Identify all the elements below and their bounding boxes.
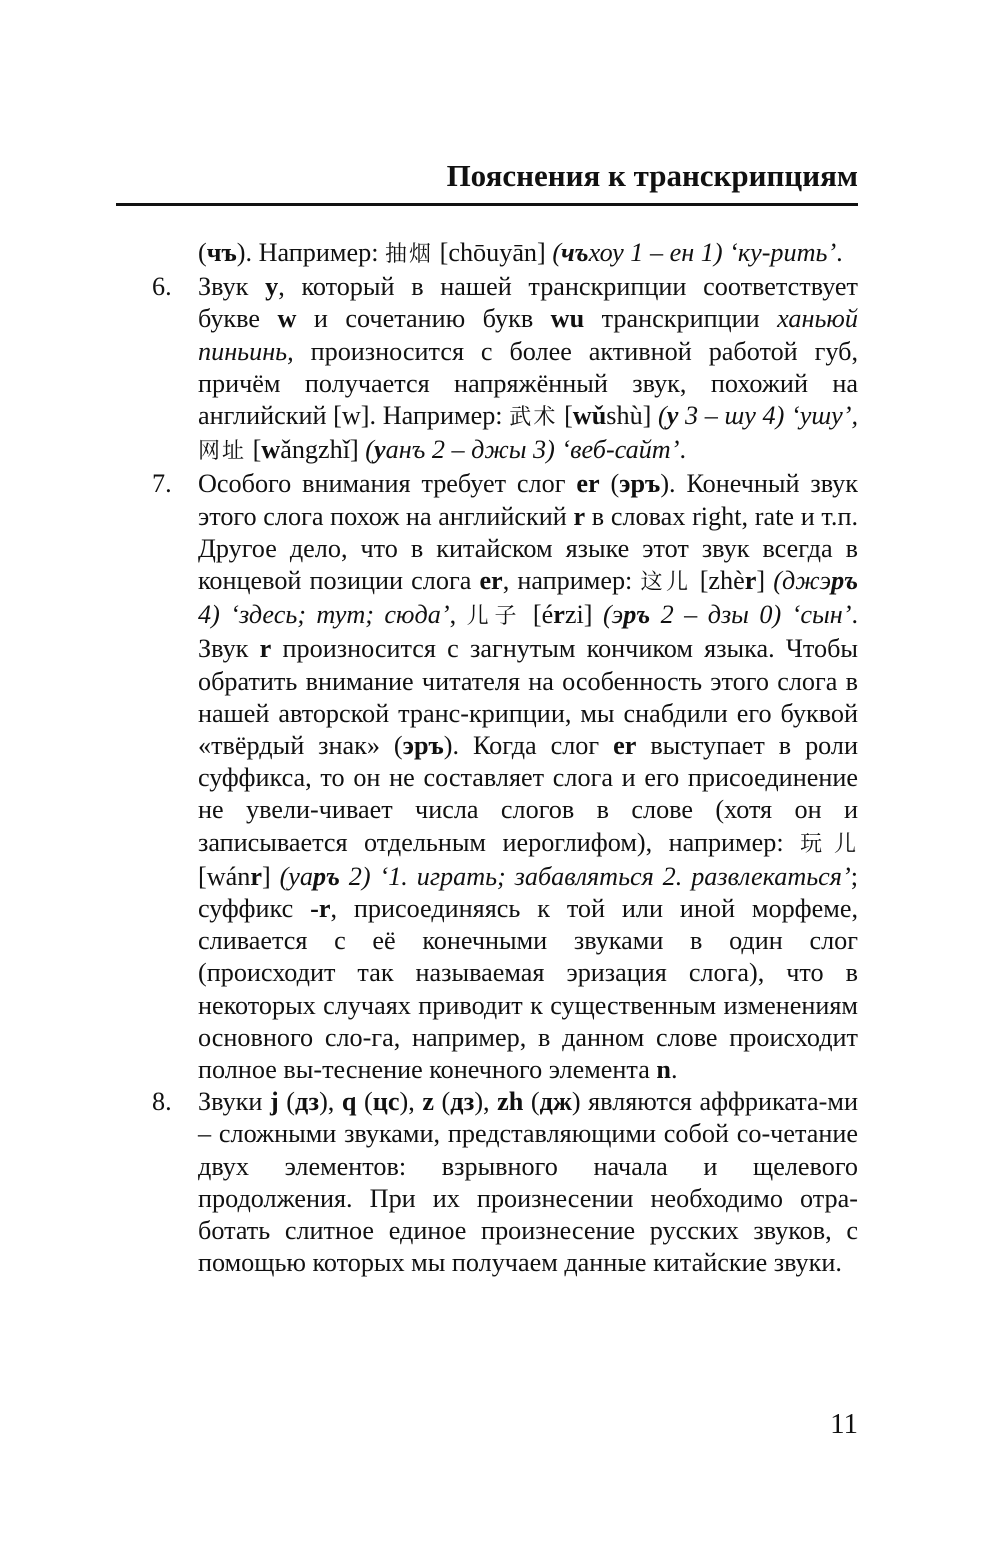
running-header: Пояснения к транскрипциям bbox=[446, 158, 858, 193]
list-item-8: 8. Звуки j (дз), q (цс), z (дз), zh (дж) являются аффриката-ми – сложными звуками, представляющими собой со-четание двух элементов: взрывного начала и щелевого продолжения. При их произнесении необходимо отра-ботать слитное единое произнесение русских звуков, с помощью которых мы получаем данные китайские звуки. bbox=[152, 1087, 858, 1278]
continuation-paragraph bbox=[152, 237, 858, 271]
chinese-characters: 这儿 bbox=[640, 570, 692, 596]
list-item-number: 8. bbox=[152, 1087, 172, 1117]
list-item-number: 6. bbox=[152, 272, 172, 302]
chinese-characters: 抽烟 bbox=[385, 242, 434, 267]
list-item-6: 6. Звук у, который в нашей транскрипции соответствует букве w и сочетанию букв wu транскрипции ханьюй пиньинь, произносится с более активной работой губ, причём получается напряжённый звук, похожий на английский [w]. Например: 武术 [wǔshù] (у 3 – шу 4) ‘ушу’, 网址 [wǎngzhǐ] (уанъ 2 – джы 3) ‘веб-сайт’. bbox=[152, 272, 859, 465]
italic-run: ханьюй пиньинь, bbox=[198, 304, 858, 366]
header-rule bbox=[116, 203, 858, 206]
chinese-characters: 儿子 bbox=[466, 604, 523, 630]
chinese-characters: 玩儿 bbox=[800, 831, 858, 857]
chinese-characters: 武术 bbox=[509, 405, 558, 431]
text-run: ( bbox=[198, 238, 207, 267]
italic-run: (эръ 2 – дзы 0) ‘сын’ bbox=[602, 600, 852, 630]
italic-run: (джэръ 4) ‘здесь; тут; сюда’ bbox=[198, 566, 859, 630]
italic-run: (чъхоу 1 – ен 1) ‘ку-рить’ bbox=[552, 238, 837, 267]
chinese-characters: 网址 bbox=[198, 439, 247, 465]
text-run: ). Например: bbox=[236, 238, 386, 267]
page-number: 11 bbox=[830, 1408, 858, 1440]
list-item-number: 7. bbox=[152, 469, 172, 499]
italic-run: (уаръ 2) ‘1. играть; забавляться 2. развлекаться’ bbox=[279, 861, 851, 891]
text-run: . bbox=[836, 238, 843, 267]
page-body bbox=[152, 237, 858, 1280]
text-run: [chōuyān] bbox=[433, 238, 553, 267]
list-item-7: 7. Особого внимания требует слог er (эръ). Конечный звук этого слога похож на английский r в словах right, rate и т.п. Другое дело, что в китайском языке этот звук всегда в концевой позиции слога er, например: 这儿 [zhèr] (джэръ 4) ‘здесь; тут; сюда’, 儿子 [érzi] (эръ 2 – дзы 0) ‘сын’. Звук r произносится с загнутым кончиком языка. Чтобы обратить внимание читателя на особенность этого слога в нашей авторской транс-крипции, мы снабдили его буквой «твёрдый знак» (эръ). Когда слог er выступает в роли суффикса, то он не составляет слога и его присоединение не увели-чивает числа слогов в слове (хотя он и записывается отдельным иероглифом), например: 玩儿 [wánr] (уаръ 2) ‘1. играть; забавляться 2. развлекаться’; суффикс -r, присоединяясь к той или иной морфеме, сливается с её конечными звуками в один слог (происходит так называемая эризация слога), что в некоторых случаях приводит к существенным изменениям основного сло-га, например, в данном слове происходит полное вы-теснение конечного элемента n. bbox=[152, 469, 859, 1085]
italic-run: (уанъ 2 – джы 3) ‘веб-сайт’ bbox=[365, 435, 680, 465]
italic-run: (у 3 – шу 4) ‘ушу’, bbox=[658, 401, 858, 431]
bold-run: чъ bbox=[206, 238, 237, 267]
